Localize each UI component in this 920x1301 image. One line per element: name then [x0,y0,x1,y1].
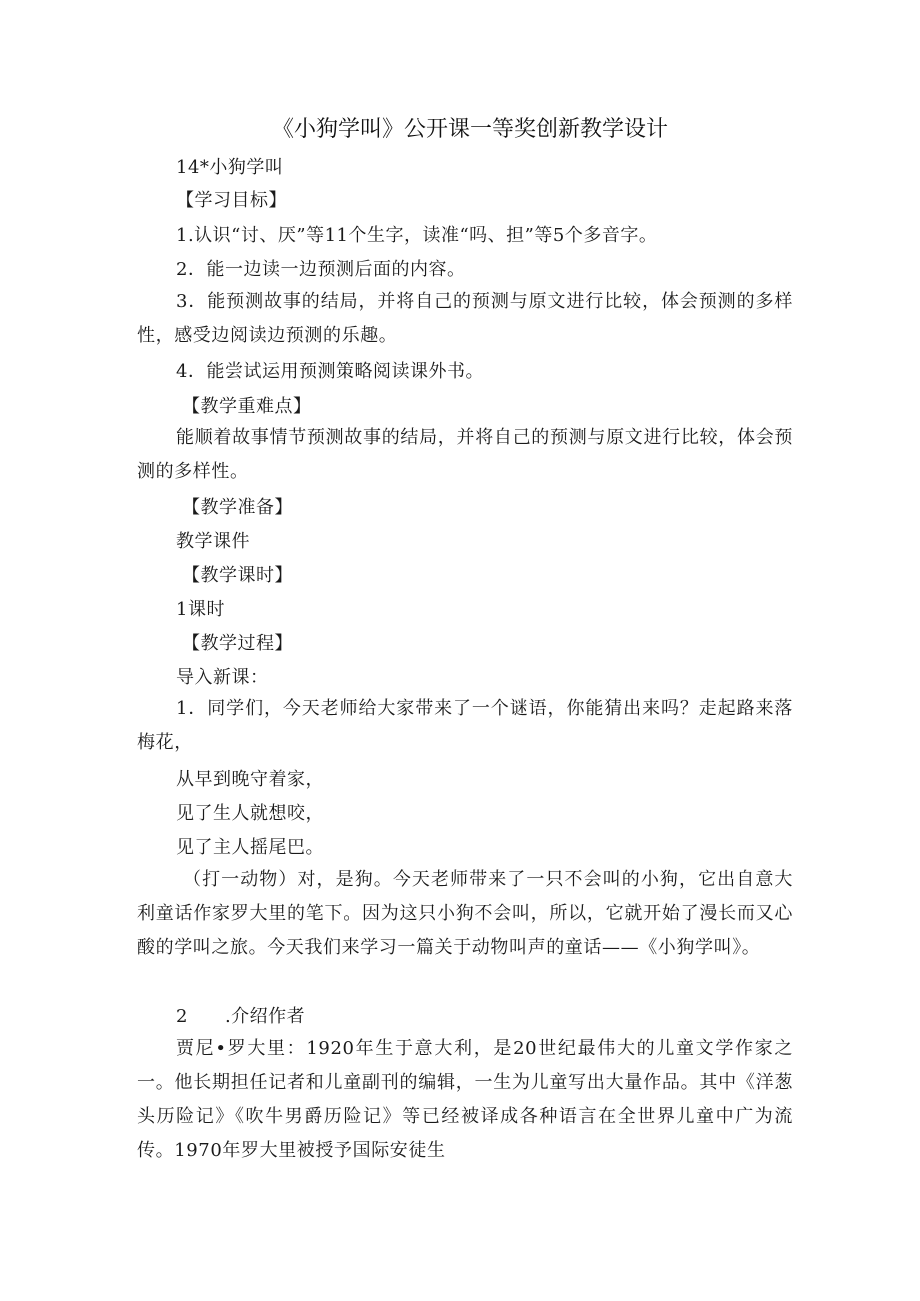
prep-heading: 【教学准备】 [182,497,293,518]
keypoints-heading: 【教学重难点】 [182,396,312,417]
goal-item-1: 1.认识“讨、厌”等11个生字，读准“吗、担”等5个多音字。 [176,225,658,246]
author-paragraph: 贾尼•罗大里：1920年生于意大利，是20世纪最伟大的儿童文学作家之一。他长期担任记者和儿童副刊的编辑，一生为儿童写出大量作品。其中《洋葱头历险记》《吹牛男爵历险记》等已经被译成各种语言在全世界儿童中广为流传。1970年罗大里被授予国际安徒生 [137,1038,793,1161]
goals-heading: 【学习目标】 [176,190,287,211]
hours-heading: 【教学课时】 [182,565,293,586]
riddle-line-2: 见了生人就想咬， [176,803,324,824]
keypoints-text: 能顺着故事情节预测故事的结局，并将自己的预测与原文进行比较，体会预测的多样性。 [137,427,793,482]
document-title: 《小狗学叫》公开课一等奖创新教学设计 [272,117,669,142]
step-2-text: 2 .介绍作者 [176,1006,306,1027]
lesson-number: 14*小狗学叫 [176,157,284,178]
prep-text: 教学课件 [176,531,250,552]
intro-label: 导入新课： [176,667,269,688]
step-1-text: 1．同学们，今天老师给大家带来了一个谜语，你能猜出来吗？走起路来落梅花， [137,698,793,753]
riddle-line-1: 从早到晚守着家， [176,769,324,790]
answer-paragraph: （打一动物）对，是狗。今天老师带来了一只不会叫的小狗，它出自意大利童话作家罗大里的笔下。因为这只小狗不会叫，所以，它就开始了漫长而又心酸的学叫之旅。今天我们来学习一篇关于动物叫声的童话——《小狗学叫》。 [137,869,793,958]
goal-item-4: 4．能尝试运用预测策略阅读课外书。 [176,361,484,382]
process-heading: 【教学过程】 [182,633,293,654]
hours-text: 1课时 [176,599,225,620]
goal-item-3: 3．能预测故事的结局，并将自己的预测与原文进行比较，体会预测的多样性，感受边阅读边预测的乐趣。 [137,291,793,346]
riddle-line-3: 见了主人摇尾巴。 [176,837,324,858]
goal-item-2: 2．能一边读一边预测后面的内容。 [176,259,466,280]
